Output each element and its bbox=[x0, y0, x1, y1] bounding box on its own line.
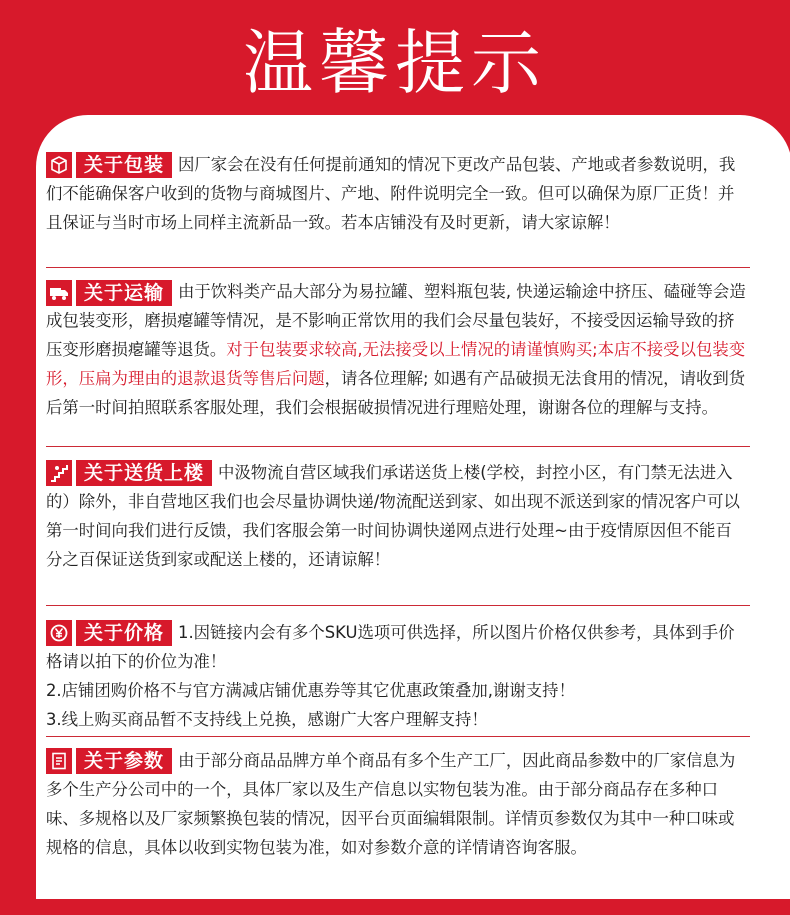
delivery-truck-icon bbox=[46, 280, 72, 306]
section-header bbox=[46, 748, 172, 774]
section-label: 关于运输 bbox=[76, 280, 172, 306]
section-header bbox=[46, 460, 212, 486]
section-shipping bbox=[46, 277, 746, 422]
section-header bbox=[46, 152, 172, 178]
page-title: 温馨提示 bbox=[243, 22, 547, 104]
section-header bbox=[46, 620, 172, 646]
price-line-2: 2.店铺团购价格不与官方满减店铺优惠券等其它优惠政策叠加,谢谢支持！ bbox=[46, 681, 575, 700]
section-label: 关于价格 bbox=[76, 620, 172, 646]
section-parameters bbox=[46, 746, 746, 862]
section-text: 中汲物流自营区域我们承诺送货上楼(学校，封控小区，有门禁无法进入的）除外，非自营地区我们也会尽量协调快递/物流配送到家、如出现不派送到家的情况客户可以第一时间向我们进行反馈，我们客服会第一时间协调快递网点进行处理~由于疫情原因但不能百分之百保证送货到家或配送上楼的，还请谅解！ bbox=[46, 463, 740, 569]
price-line-3: 3.线上购买商品暂不支持线上兑换，感谢广大客户理解支持！ bbox=[46, 710, 488, 729]
document-list-icon bbox=[46, 748, 72, 774]
section-text: 因厂家会在没有任何提前通知的情况下更改产品包装、产地或者参数说明，我们不能确保客户收到的货物与商城图片、产地、附件说明完全一致。但可以确保为原厂正货！并且保证与当时市场上同样主流新品一致。若本店铺没有及时更新，请大家谅解！ bbox=[46, 155, 736, 232]
package-box-icon bbox=[46, 152, 72, 178]
section-delivery-upstairs bbox=[46, 458, 746, 574]
divider bbox=[46, 736, 750, 737]
divider bbox=[46, 267, 750, 268]
section-label: 关于包装 bbox=[76, 152, 172, 178]
divider bbox=[46, 605, 750, 606]
section-label: 关于参数 bbox=[76, 748, 172, 774]
divider bbox=[46, 446, 750, 447]
section-warning-text: 对于包装要求较高,无法接受以上情况的请谨慎购买;本店不接受以包装变形，压扁为理由的退款退货等售后问题 bbox=[46, 340, 746, 388]
price-line-1: 1.因链接内会有多个SKU选项可供选择，所以图片价格仅供参考，具体到手价格请以拍下的价位为准！ bbox=[46, 623, 735, 671]
section-text: 由于部分商品品牌方单个商品有多个生产工厂，因此商品参数中的厂家信息为多个生产分公司中的一个，具体厂家以及生产信息以实物包装为准。由于部分商品存在多种口味、多规格以及厂家频繁换包装的情况，因平台页面编辑限制。详情页参数仅为其中一种口味或规格的信息，具体以收到实物包装为准，如对参数介意的详情请咨询客服。 bbox=[46, 751, 736, 857]
stairs-climbing-icon bbox=[46, 460, 72, 486]
section-price bbox=[46, 618, 746, 734]
section-packaging bbox=[46, 150, 746, 237]
section-text-continued: ，请各位理解; 如遇有产品破损无法食用的情况，请收到货后第一时间拍照联系客服处理，我们会根据破损情况进行理赔处理，谢谢各位的理解与支持。 bbox=[46, 369, 746, 417]
yen-coin-icon bbox=[46, 620, 72, 646]
section-header bbox=[46, 280, 172, 306]
price-line bbox=[46, 618, 746, 676]
section-label: 关于送货上楼 bbox=[76, 460, 212, 486]
section-text: 由于饮料类产品大部分为易拉罐、塑料瓶包装, 快递运输途中挤压、磕碰等会造成包装变形，磨损瘪罐等情况，是不影响正常饮用的我们会尽量包装好，不接受因运输导致的挤压变形磨损瘪罐等退货。 bbox=[46, 282, 746, 359]
